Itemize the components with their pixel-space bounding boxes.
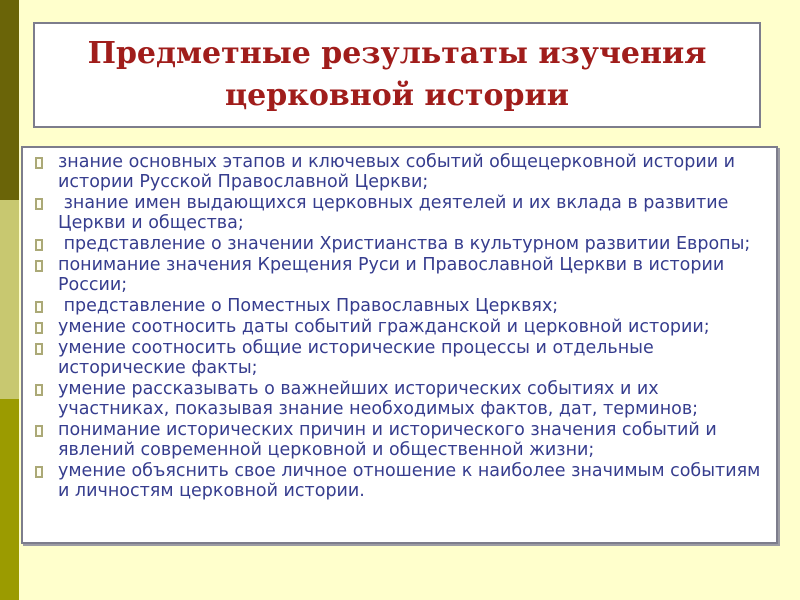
slide-title-line-2: церковной истории bbox=[224, 78, 569, 113]
bullet-square-icon bbox=[35, 425, 43, 437]
list-item bbox=[35, 317, 764, 337]
bullet-text: представление о значении Христианства в культурном развитии Европы; bbox=[58, 234, 751, 254]
list-item bbox=[35, 255, 764, 295]
bullet-text: умение соотносить даты событий гражданской и церковной истории; bbox=[58, 317, 710, 337]
bullet-square-icon bbox=[35, 343, 43, 355]
slide-title-line-1: Предметные результаты изучения bbox=[87, 36, 707, 71]
bullet-text: понимание исторических причин и исторического значения событий и явлений современной церковной и общественной жизни; bbox=[58, 420, 723, 460]
list-item bbox=[35, 420, 764, 460]
bullet-text: знание имен выдающихся церковных деятелей и их вклада в развитие Церкви и общества; bbox=[58, 193, 734, 233]
bullet-square-icon bbox=[35, 260, 43, 272]
bullet-list bbox=[35, 152, 764, 501]
stripe-segment-top bbox=[0, 0, 19, 200]
bullet-text: умение соотносить общие исторические процессы и отдельные исторические факты; bbox=[58, 338, 660, 378]
bullet-text: понимание значения Крещения Руси и Православной Церкви в истории России; bbox=[58, 255, 730, 295]
title-box bbox=[33, 22, 761, 128]
list-item bbox=[35, 461, 764, 501]
list-item bbox=[35, 379, 764, 419]
bullet-square-icon bbox=[35, 301, 43, 313]
content-box bbox=[21, 146, 778, 544]
bullet-square-icon bbox=[35, 157, 43, 169]
bullet-square-icon bbox=[35, 384, 43, 396]
list-item bbox=[35, 152, 764, 192]
list-item bbox=[35, 296, 764, 316]
bullet-square-icon bbox=[35, 239, 43, 251]
list-item bbox=[35, 338, 764, 378]
list-item bbox=[35, 193, 764, 233]
list-item bbox=[35, 234, 764, 254]
decorative-stripe bbox=[0, 0, 19, 600]
stripe-segment-middle bbox=[0, 200, 19, 399]
bullet-text: умение объяснить свое личное отношение к наиболее значимым событиям и личностям церковной истории. bbox=[58, 461, 766, 501]
bullet-square-icon bbox=[35, 198, 43, 210]
bullet-text: знание основных этапов и ключевых событий общецерковной истории и истории Русской Православной Церкви; bbox=[58, 152, 741, 192]
bullet-square-icon bbox=[35, 466, 43, 478]
stripe-segment-bottom bbox=[0, 399, 19, 600]
bullet-text: умение рассказывать о важнейших исторических событиях и их участниках, показывая знание необходимых фактов, дат, терминов; bbox=[58, 379, 699, 419]
bullet-text: представление о Поместных Православных Церквях; bbox=[58, 296, 559, 316]
bullet-square-icon bbox=[35, 322, 43, 334]
